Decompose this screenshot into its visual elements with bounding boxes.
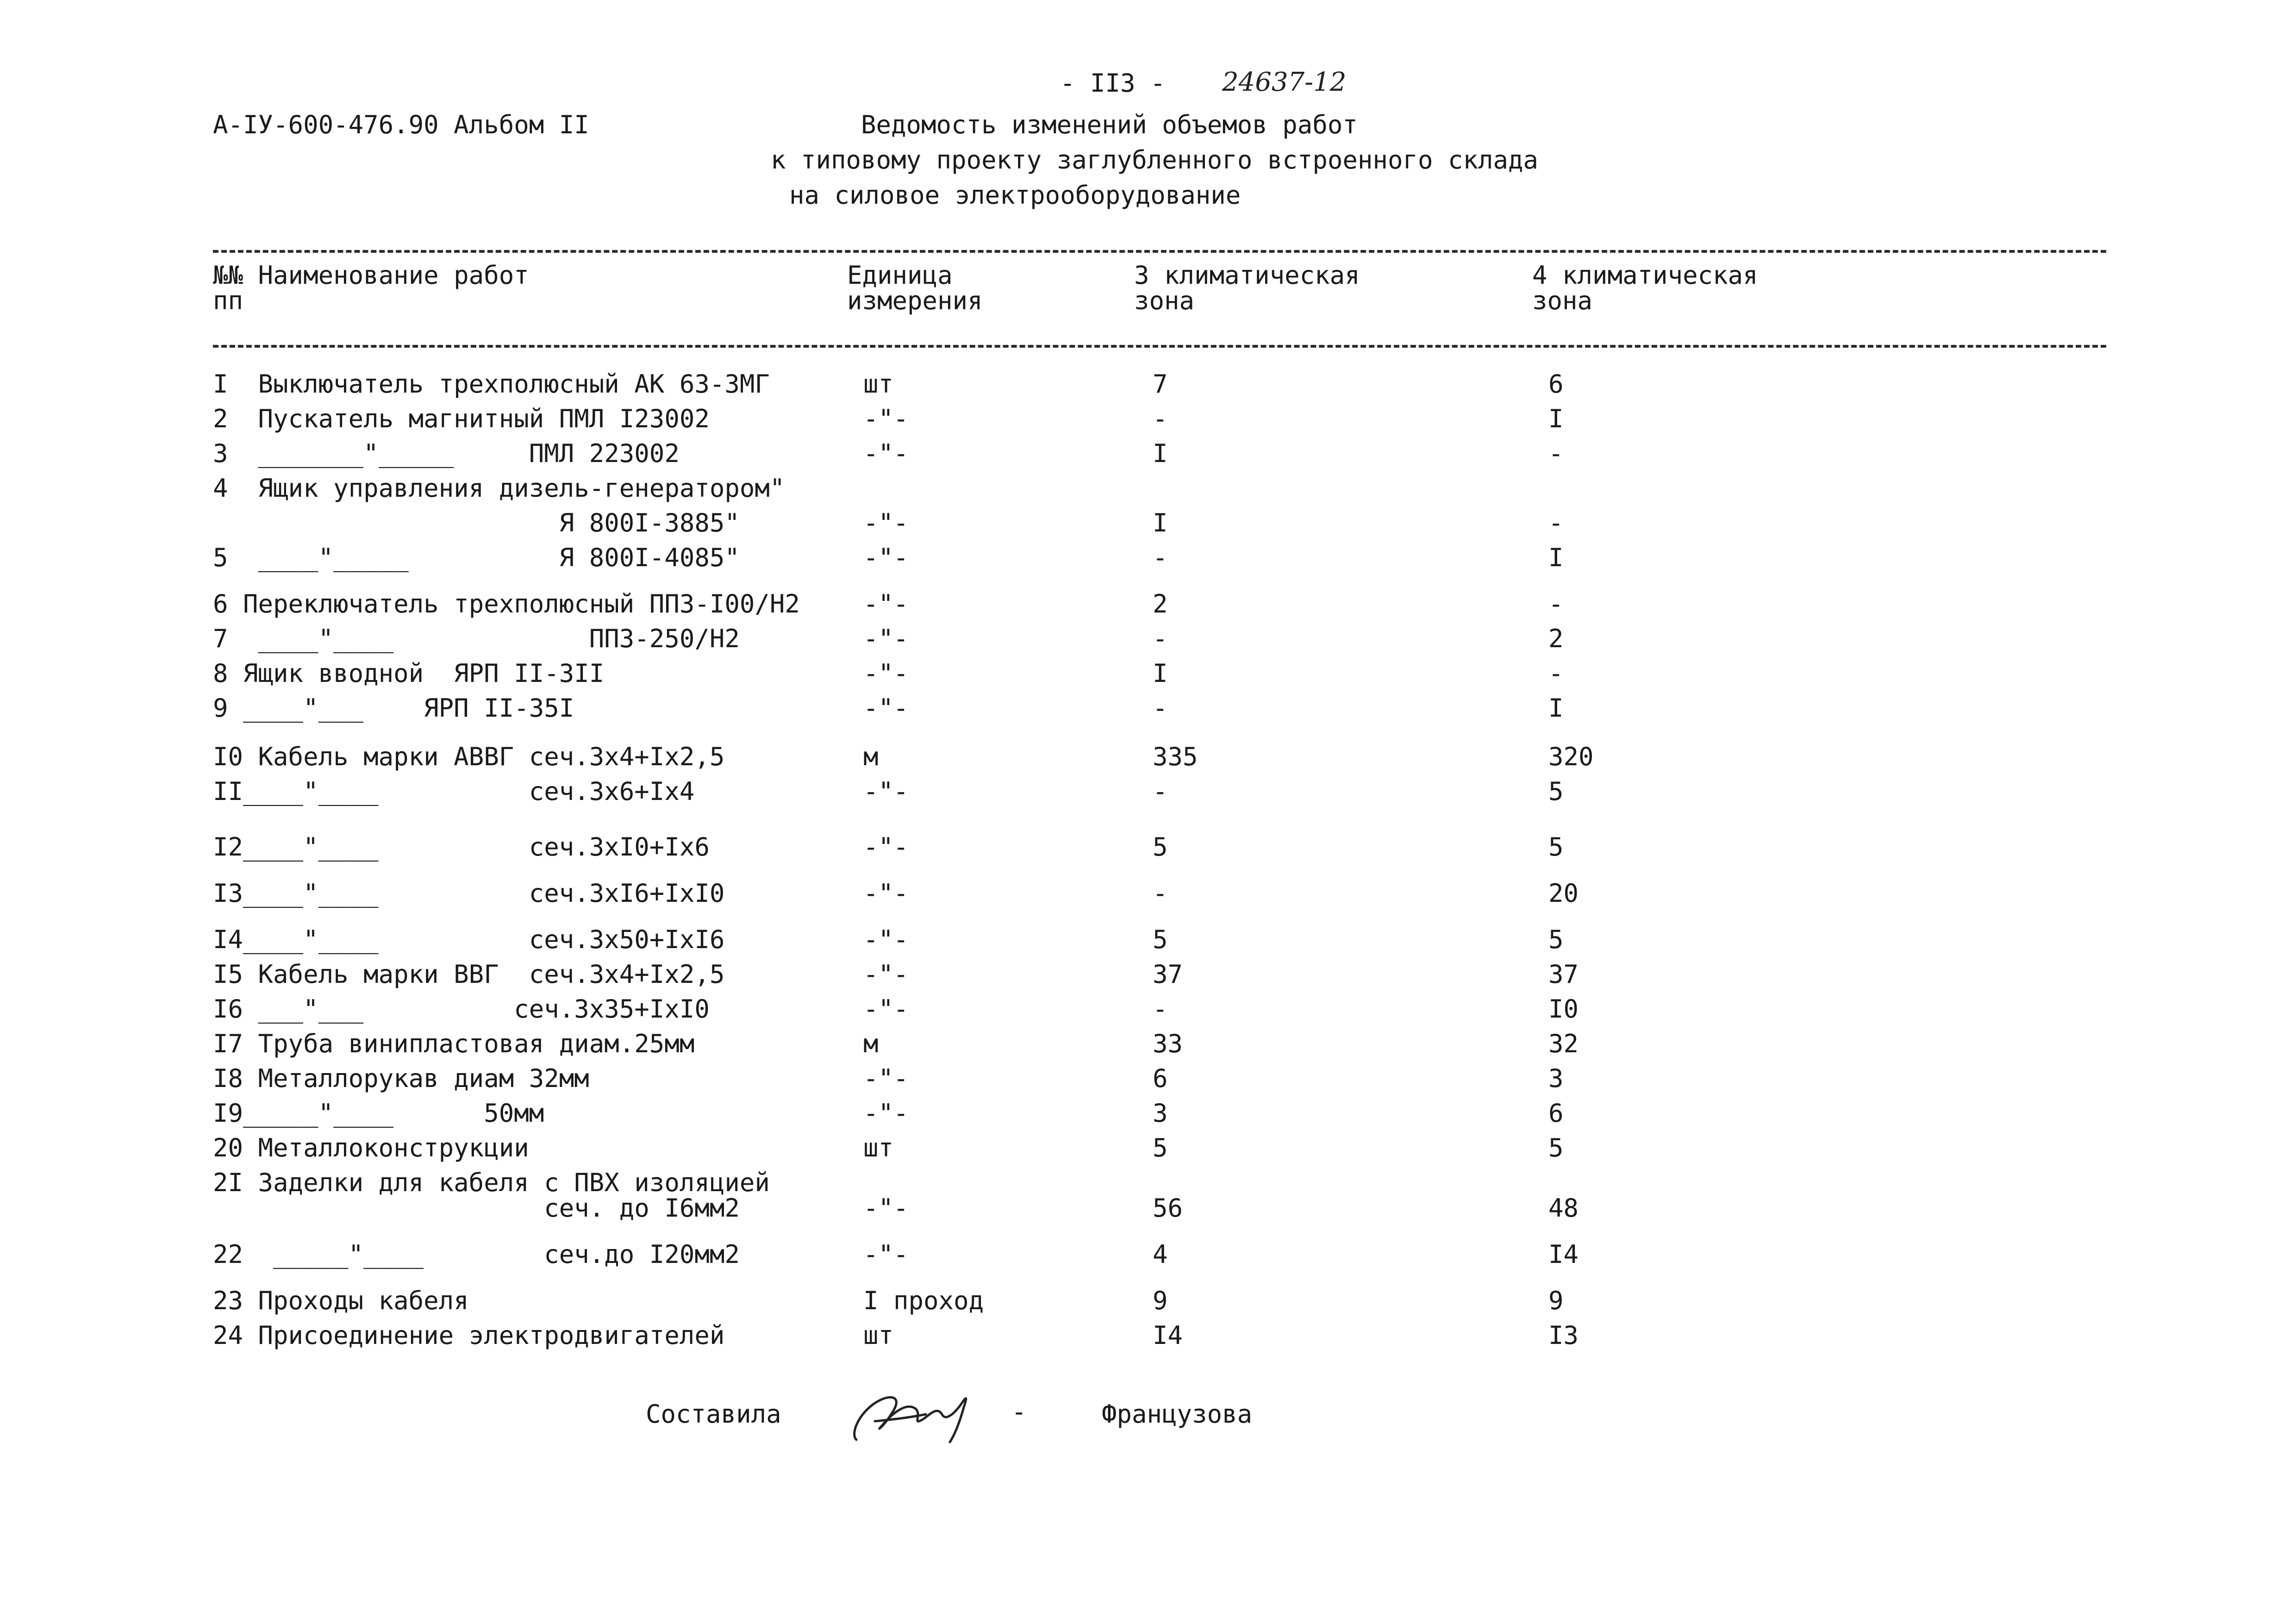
row-zone3: 4	[1153, 1240, 1168, 1269]
table-row	[0, 1322, 2296, 1354]
row-name: 7 ____"____ ППЗ-250/Н2	[213, 624, 740, 653]
row-name: I5 Кабель марки ВВГ сеч.3х4+Iх2,5	[213, 960, 725, 989]
row-zone3: I4	[1153, 1321, 1183, 1350]
row-name: I4____"____ сеч.3х50+IхI6	[213, 925, 725, 954]
table-row	[0, 625, 2296, 657]
title-line-3: на силовое электрооборудование	[789, 181, 1241, 210]
row-zone3: -	[1153, 994, 1168, 1024]
row-zone4: I0	[1548, 994, 1579, 1024]
signature-dash: -	[1011, 1397, 1027, 1426]
row-zone4: 6	[1548, 369, 1564, 399]
row-name: 8 Ящик вводной ЯРП II-3II	[213, 659, 605, 688]
row-unit: -"-	[863, 994, 909, 1024]
row-unit: шт	[863, 369, 894, 399]
row-zone3: 33	[1153, 1029, 1183, 1058]
row-name: 2 Пускатель магнитный ПМЛ I23002	[213, 404, 710, 433]
row-zone3: I	[1153, 508, 1168, 537]
col-unit-line1: Единица	[847, 261, 953, 290]
row-zone3: 9	[1153, 1286, 1168, 1315]
row-unit: -"-	[863, 543, 909, 572]
row-zone4: I	[1548, 543, 1564, 572]
row-name: I2____"____ сеч.3хI0+Iх6	[213, 832, 710, 862]
table-row	[0, 926, 2296, 958]
row-unit: -"-	[863, 589, 909, 618]
row-unit: -"-	[863, 1193, 909, 1223]
col-num-name: №№ Наименование работ	[213, 261, 529, 290]
row-name: I6 ___"___ сеч.3х35+IхI0	[213, 994, 710, 1024]
row-zone3: 37	[1153, 960, 1183, 989]
table-row	[0, 1065, 2296, 1097]
col-zone3-line1: 3 климатическая	[1134, 261, 1360, 290]
row-zone4: -	[1548, 508, 1564, 537]
row-unit: -"-	[863, 693, 909, 723]
table-row	[0, 778, 2296, 810]
col-zone3-line2: зона	[1134, 286, 1195, 315]
row-zone3: -	[1153, 777, 1168, 806]
row-name: 4 Ящик управления дизель-генератором"	[213, 474, 785, 503]
row-unit: -"-	[863, 960, 909, 989]
registration-number: 24637-12	[1222, 67, 1347, 97]
row-name: Я 800I-3885"	[213, 508, 740, 537]
table-row	[0, 1241, 2296, 1273]
row-unit: шт	[863, 1133, 894, 1162]
row-unit: -"-	[863, 879, 909, 908]
row-unit: м	[863, 742, 879, 771]
row-zone4: I	[1548, 404, 1564, 433]
table-row	[0, 1099, 2296, 1132]
col-zone4-line2: зона	[1532, 286, 1593, 315]
table-row	[0, 880, 2296, 912]
row-name: I7 Труба винипластовая диам.25мм	[213, 1029, 695, 1058]
album-code: А-IУ-600-476.90 Альбом II	[213, 110, 589, 139]
row-zone3: 56	[1153, 1193, 1183, 1223]
row-zone3: 2	[1153, 589, 1168, 618]
row-zone4: 48	[1548, 1193, 1579, 1223]
row-zone3: 3	[1153, 1099, 1168, 1128]
page-number: - II3 -	[1060, 69, 1166, 98]
row-zone3: -	[1153, 624, 1168, 653]
col-unit-line2: измерения	[847, 286, 983, 315]
row-name: I0 Кабель марки АВВГ сеч.3х4+Iх2,5	[213, 742, 725, 771]
row-name: I9_____"____ 50мм	[213, 1099, 544, 1128]
signature-icon	[847, 1382, 1000, 1451]
row-unit: -"-	[863, 659, 909, 688]
table-row	[0, 370, 2296, 403]
col-zone4-line1: 4 климатическая	[1532, 261, 1758, 290]
table-row	[0, 961, 2296, 993]
row-unit: -"-	[863, 624, 909, 653]
row-name: 3 _______"_____ ПМЛ 223002	[213, 439, 680, 468]
row-zone4: 6	[1548, 1099, 1564, 1128]
row-zone3: -	[1153, 693, 1168, 723]
row-zone3: 5	[1153, 832, 1168, 862]
row-name: 9 ____"___ ЯРП II-35I	[213, 693, 574, 723]
row-unit: -"-	[863, 777, 909, 806]
table-row	[0, 743, 2296, 775]
row-zone4: 9	[1548, 1286, 1564, 1315]
row-unit: шт	[863, 1321, 894, 1350]
row-zone4: I3	[1548, 1321, 1579, 1350]
header-bottom-rule	[213, 345, 2106, 348]
row-zone4: 3	[1548, 1064, 1564, 1093]
row-zone3: 5	[1153, 925, 1168, 954]
row-name: 22 _____"____ сеч.до I20мм2	[213, 1240, 740, 1269]
table-row	[0, 1194, 2296, 1227]
row-name: 5 ____"_____ Я 800I-4085"	[213, 543, 740, 572]
row-zone4: -	[1548, 589, 1564, 618]
row-name: сеч. до I6мм2	[213, 1193, 740, 1223]
row-zone4: I	[1548, 693, 1564, 723]
table-row	[0, 440, 2296, 472]
row-zone3: I	[1153, 659, 1168, 688]
row-zone3: I	[1153, 439, 1168, 468]
row-name: 2I Заделки для кабеля с ПВХ изоляцией	[213, 1168, 770, 1197]
table-row	[0, 1134, 2296, 1167]
table-row	[0, 475, 2296, 507]
row-zone4: 32	[1548, 1029, 1579, 1058]
row-zone3: -	[1153, 543, 1168, 572]
header-top-rule	[213, 250, 2106, 253]
table-row	[0, 1030, 2296, 1062]
row-zone4: 37	[1548, 960, 1579, 989]
row-zone4: -	[1548, 659, 1564, 688]
table-row	[0, 660, 2296, 692]
title-line-1: Ведомость изменений объемов работ	[861, 110, 1358, 139]
row-name: I8 Металлорукав диам 32мм	[213, 1064, 589, 1093]
table-row	[0, 995, 2296, 1028]
row-zone4: 5	[1548, 925, 1564, 954]
row-zone3: 6	[1153, 1064, 1168, 1093]
row-zone4: 320	[1548, 742, 1594, 771]
compiled-label: Составила	[646, 1399, 781, 1429]
row-unit: -"-	[863, 1240, 909, 1269]
table-row	[0, 590, 2296, 623]
row-zone4: 20	[1548, 879, 1579, 908]
row-name: 20 Металлоконструкции	[213, 1133, 529, 1162]
row-zone3: -	[1153, 404, 1168, 433]
row-unit: -"-	[863, 439, 909, 468]
row-name: 6 Переключатель трехполюсный ППЗ-I00/Н2	[213, 589, 800, 618]
row-zone3: 5	[1153, 1133, 1168, 1162]
col-num-line2: пп	[213, 286, 243, 315]
table-row	[0, 833, 2296, 866]
title-line-2: к типовому проекту заглубленного встроенного склада	[771, 145, 1539, 175]
row-name: 23 Проходы кабеля	[213, 1286, 469, 1315]
table-row	[0, 694, 2296, 727]
author-name: Французова	[1102, 1399, 1253, 1429]
table-row	[0, 1287, 2296, 1319]
row-zone4: 2	[1548, 624, 1564, 653]
row-zone4: 5	[1548, 1133, 1564, 1162]
row-zone4: 5	[1548, 832, 1564, 862]
row-zone3: 7	[1153, 369, 1168, 399]
row-zone4: -	[1548, 439, 1564, 468]
row-zone4: 5	[1548, 777, 1564, 806]
row-unit: -"-	[863, 832, 909, 862]
row-unit: -"-	[863, 508, 909, 537]
row-unit: -"-	[863, 925, 909, 954]
row-unit: м	[863, 1029, 879, 1058]
table-row	[0, 509, 2296, 542]
row-zone4: I4	[1548, 1240, 1579, 1269]
row-name: I3____"____ сеч.3хI6+IхI0	[213, 879, 725, 908]
table-row	[0, 405, 2296, 437]
row-name: I Выключатель трехполюсный АК 63-3МГ	[213, 369, 770, 399]
table-row	[0, 544, 2296, 576]
row-unit: -"-	[863, 1099, 909, 1128]
row-unit: -"-	[863, 1064, 909, 1093]
row-unit: -"-	[863, 404, 909, 433]
row-name: 24 Присоединение электродвигателей	[213, 1321, 725, 1350]
row-zone3: 335	[1153, 742, 1198, 771]
row-zone3: -	[1153, 879, 1168, 908]
row-unit: I проход	[863, 1286, 984, 1315]
row-name: II____"____ сеч.3х6+Iх4	[213, 777, 695, 806]
